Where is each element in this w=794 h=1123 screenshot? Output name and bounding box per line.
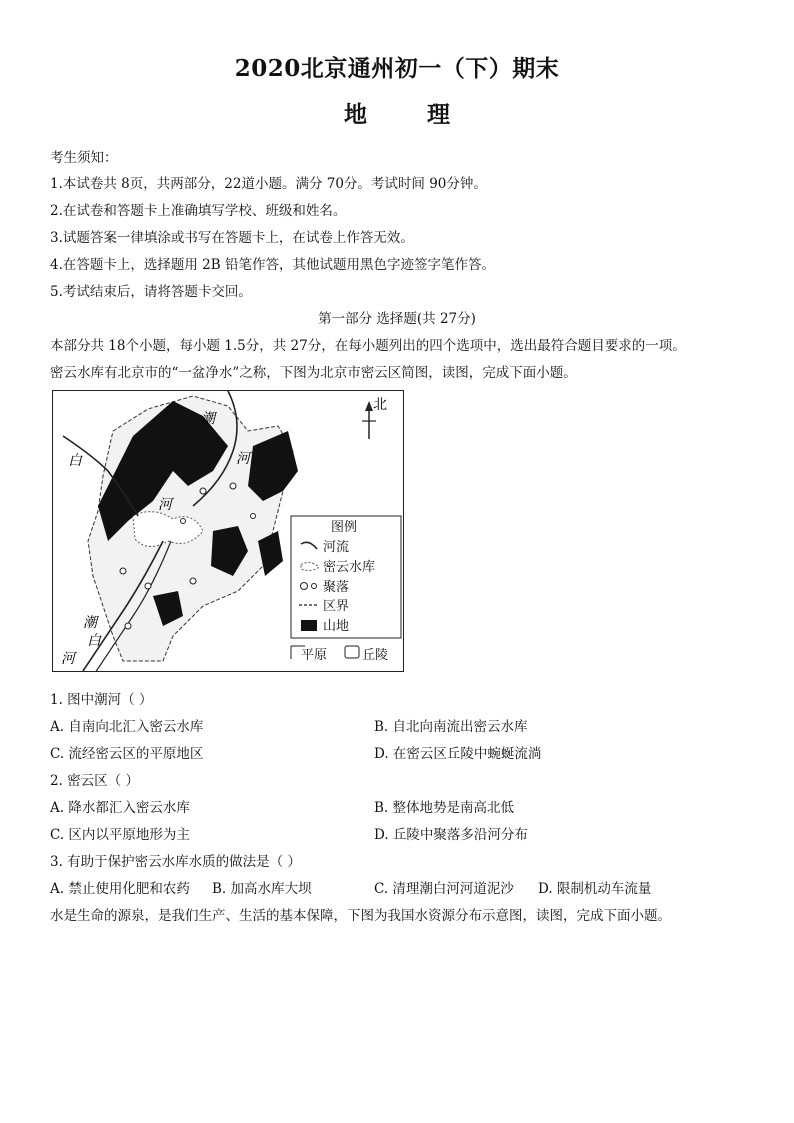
question-2-option-a: A. 降水都汇入密云水库 xyxy=(50,800,190,816)
legend-hill: 丘陵 xyxy=(362,648,389,663)
question-1-option-a: A. 自南向北汇入密云水库 xyxy=(50,719,204,735)
legend-settlement-symbol xyxy=(301,583,308,590)
exam-title: 2020北京通州初一（下）期末 xyxy=(234,55,560,82)
label-bai-bottom: 白 xyxy=(87,633,101,649)
section-instruction: 本部分共 18个小题，每小题 1.5分，共 27分，在每小题列出的四个选项中，选出最符合题目要求的一项。 xyxy=(50,338,686,354)
settlement-marker xyxy=(230,483,236,489)
question-3-option-b: B. 加高水库大坝 xyxy=(212,881,312,897)
question-2-stem: 2. 密云区（ ） xyxy=(50,773,139,789)
legend-river: 河流 xyxy=(323,540,350,555)
label-bai: 白 xyxy=(68,453,82,469)
question-2-option-d: D. 丘陵中聚落多沿河分布 xyxy=(374,827,528,843)
legend-mountain-symbol xyxy=(301,620,317,631)
section-title: 第一部分 选择题(共 27分) xyxy=(318,311,476,327)
notice-item-1: 1.本试卷共 8页，共两部分，22道小题。满分 70分。考试时间 90分钟。 xyxy=(50,176,487,192)
question-3-option-d: D. 限制机动车流量 xyxy=(538,881,652,897)
settlement-marker xyxy=(190,578,196,584)
question-3-option-a: A. 禁止使用化肥和农药 xyxy=(50,881,190,897)
settlement-marker xyxy=(251,514,256,519)
north-label: 北 xyxy=(373,397,387,413)
label-chao-top: 潮 xyxy=(201,411,215,427)
settlement-marker xyxy=(145,583,151,589)
notice-item-3: 3.试题答案一律填涂或书写在答题卡上，在试卷上作答无效。 xyxy=(50,230,414,246)
legend-title: 图例 xyxy=(331,520,358,535)
question-1-option-b: B. 自北向南流出密云水库 xyxy=(374,719,528,735)
question-2-option-b: B. 整体地势是南高北低 xyxy=(374,800,515,816)
notice-item-5: 5.考试结束后，请将答题卡交回。 xyxy=(50,284,252,300)
miyun-map xyxy=(52,390,404,672)
label-he-bottom: 河 xyxy=(61,651,75,667)
map-intro: 密云水库有北京市的“一盆净水”之称，下图为北京市密云区简图，读图，完成下面小题。 xyxy=(50,365,577,381)
question-1-option-d: D. 在密云区丘陵中蜿蜒流淌 xyxy=(374,746,542,762)
closing-intro: 水是生命的源泉，是我们生产、生活的基本保障，下图为我国水资源分布示意图，读图，完成下面小题。 xyxy=(50,908,671,924)
legend-hill-symbol xyxy=(345,646,359,658)
question-3-option-c: C. 清理潮白河河道泥沙 xyxy=(374,881,514,897)
legend-settlement: 聚落 xyxy=(323,580,350,595)
question-1-stem: 1. 图中潮河（ ） xyxy=(50,692,153,708)
notice-item-4: 4.在答题卡上，选择题用 2B 铅笔作答，其他试题用黑色字迹签字笔作答。 xyxy=(50,257,495,273)
subject-title xyxy=(0,96,794,129)
label-he-mid: 河 xyxy=(158,497,172,513)
settlement-marker xyxy=(181,519,186,524)
subject-char-1: 地 xyxy=(344,101,367,128)
legend-plain: 平原 xyxy=(301,648,328,663)
settlement-marker xyxy=(125,623,131,629)
legend-boundary: 区界 xyxy=(323,599,350,614)
settlement-marker xyxy=(200,488,206,494)
label-chao-bottom: 潮 xyxy=(83,615,97,631)
legend-reservoir: 密云水库 xyxy=(323,560,376,575)
label-he-top: 河 xyxy=(236,451,250,467)
question-1-option-c: C. 流经密云区的平原地区 xyxy=(50,746,204,762)
notice-item-2: 2.在试卷和答题卡上准确填写学校、班级和姓名。 xyxy=(50,203,347,219)
question-2-option-c: C. 区内以平原地形为主 xyxy=(50,827,190,843)
settlement-marker xyxy=(120,568,126,574)
subject-char-2: 理 xyxy=(427,101,450,128)
question-3-stem: 3. 有助于保护密云水库水质的做法是（ ） xyxy=(50,854,301,870)
legend-mountain: 山地 xyxy=(323,619,350,634)
notice-heading: 考生须知： xyxy=(50,150,118,166)
